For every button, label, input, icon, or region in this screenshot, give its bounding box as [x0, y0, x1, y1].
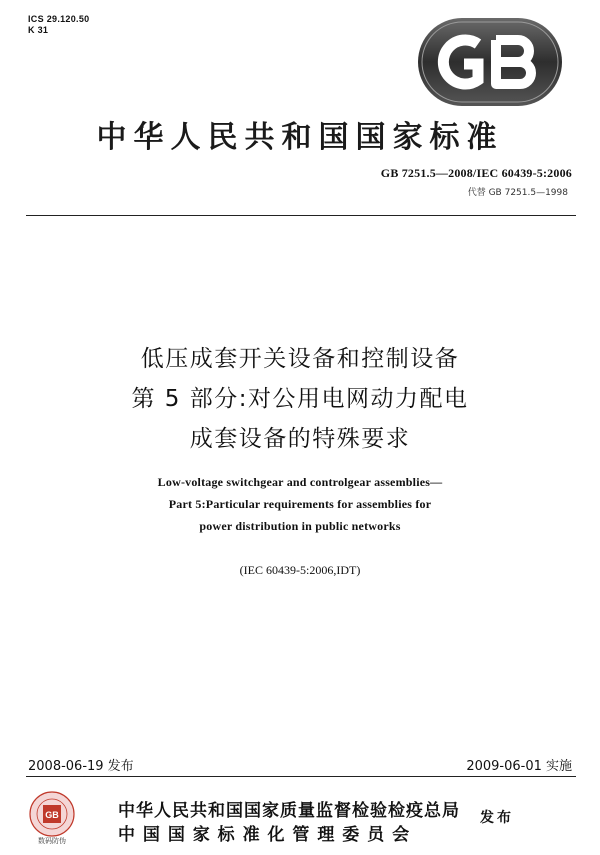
title-en-line-2: Part 5:Particular requirements for assemblies for: [168, 497, 432, 511]
title-en-line-3: power distribution in public networks: [199, 519, 401, 533]
standard-category-title: 中华人民共和国国家标准: [96, 120, 504, 155]
issuing-org-1: 中华人民共和国国家质量监督检验检疫总局: [118, 801, 460, 821]
standard-number: GB 7251.5—2008/IEC 60439-5:2006: [380, 166, 572, 180]
seal-label: 数码防伪: [38, 837, 66, 845]
title-cn-line-2: 第 5 部分:对公用电网动力配电: [131, 386, 469, 412]
footer-divider: [26, 776, 576, 777]
title-en-line-1: Low-voltage switchgear and controlgear assemblies—: [157, 475, 443, 489]
gb-logo-icon: [416, 16, 564, 108]
anti-counterfeit-seal-icon: [24, 790, 86, 846]
iec-reference: (IEC 60439-5:2006,IDT): [239, 563, 361, 577]
issuing-org-2: 中 国 国 家 标 准 化 管 理 委 员 会: [118, 825, 411, 845]
issue-label: 发布: [480, 810, 514, 826]
effective-date: 2009-06-01 实施: [466, 759, 572, 774]
svg-text:GB: GB: [45, 810, 59, 820]
category-code: K 31: [28, 25, 49, 35]
ics-code: ICS 29.120.50: [28, 14, 90, 24]
classification-codes: [28, 14, 89, 36]
title-cn-line-3: 成套设备的特殊要求: [189, 426, 411, 452]
replaces-standard: 代替 GB 7251.5—1998: [467, 188, 568, 198]
header-divider: [26, 215, 576, 216]
title-cn-line-1: 低压成套开关设备和控制设备: [140, 346, 460, 372]
issue-date: 2008-06-19 发布: [28, 759, 134, 774]
